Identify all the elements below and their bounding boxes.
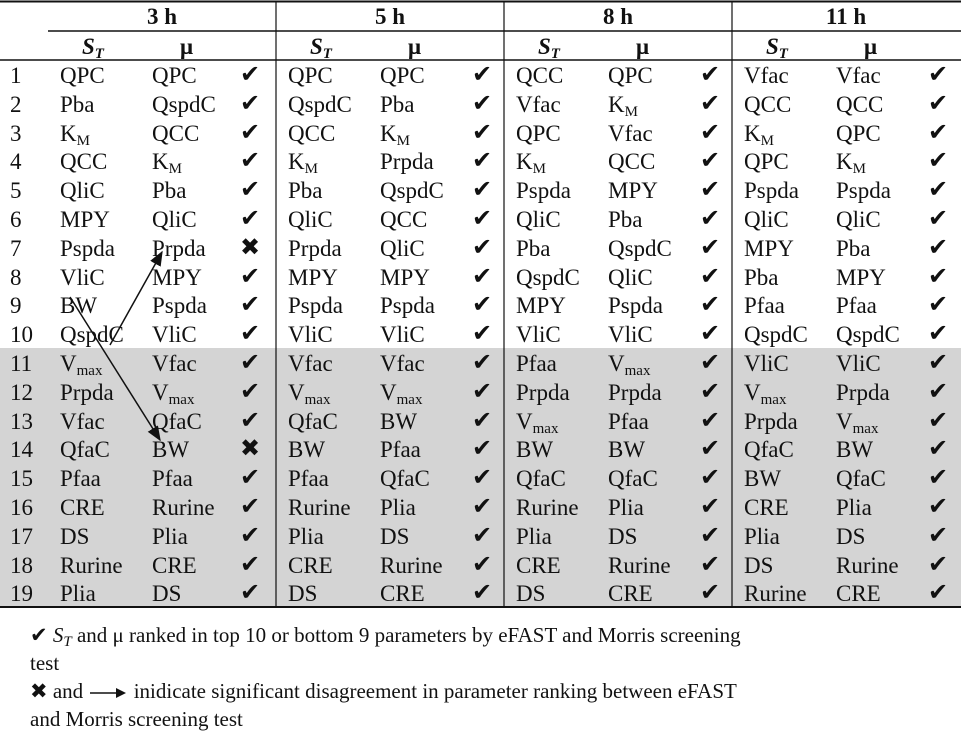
rank-number: 6: [10, 207, 22, 232]
st-parameter: QPC: [288, 63, 333, 88]
st-parameter: Rurine: [60, 552, 123, 578]
arrow-icon: [88, 686, 128, 700]
check-icon: ✔: [472, 261, 493, 290]
mu-column-header: μ: [636, 34, 650, 59]
mu-parameter: Vfac: [608, 120, 653, 146]
st-parameter: Pba: [288, 178, 323, 204]
st-symbol: S: [52, 623, 64, 647]
check-icon: ✔: [700, 549, 721, 578]
st-parameter: QfaC: [60, 437, 110, 463]
st-parameter: QfaC: [744, 437, 794, 463]
st-parameter: QPC: [60, 63, 105, 88]
rank-number: 19: [10, 581, 33, 607]
check-icon: ✔: [700, 204, 721, 232]
rank-number: 15: [10, 466, 33, 492]
check-icon: ✔: [700, 463, 721, 492]
mu-parameter: $K_M$: [152, 149, 182, 178]
mu-parameter: Pba: [380, 91, 415, 117]
mu-parameter: QCC: [836, 91, 884, 117]
st-parameter: Prpda: [60, 379, 114, 405]
check-icon: ✔: [928, 376, 949, 405]
st-parameter: QliC: [60, 178, 105, 204]
st-column-header: $S_T$: [82, 34, 104, 62]
st-parameter: Prpda: [516, 379, 570, 405]
mu-parameter: $K_M$: [608, 91, 638, 120]
check-icon: ✔: [240, 492, 261, 520]
rank-number: 5: [10, 178, 22, 204]
st-parameter: QliC: [288, 207, 333, 232]
st-parameter: CRE: [516, 552, 561, 578]
st-parameter: Pba: [516, 235, 551, 261]
check-icon: ✔: [928, 549, 949, 578]
cross-icon: ✖: [30, 679, 48, 703]
mu-parameter: MPY: [380, 264, 430, 290]
check-icon: ✔: [240, 549, 261, 578]
check-icon: ✔: [700, 261, 721, 290]
st-parameter: Plia: [60, 581, 96, 607]
mu-parameter: QPC: [152, 63, 197, 88]
st-parameter: QCC: [516, 63, 564, 88]
check-icon: ✔: [240, 319, 261, 348]
check-icon: ✔: [928, 232, 949, 261]
mu-parameter: QspdC: [608, 235, 672, 261]
check-icon: ✔: [928, 146, 949, 175]
st-column-header: $S_T$: [766, 34, 788, 62]
mu-parameter: Plia: [152, 523, 188, 549]
st-parameter: BW: [744, 466, 782, 492]
st-parameter: QliC: [516, 207, 561, 232]
mu-parameter: QCC: [380, 207, 428, 232]
check-icon: ✔: [928, 261, 949, 290]
check-icon: ✔: [700, 520, 721, 549]
check-icon: ✔: [472, 405, 493, 434]
check-icon: ✔: [700, 88, 721, 117]
footnote-cross-text-2: and Morris screening test: [30, 707, 243, 731]
mu-parameter: Prpda: [380, 149, 434, 175]
check-icon: ✔: [700, 290, 721, 319]
st-parameter: DS: [744, 552, 774, 578]
st-parameter: $V_{max}$: [744, 379, 787, 408]
mu-parameter: BW: [608, 437, 646, 463]
mu-parameter: VliC: [380, 322, 425, 348]
st-parameter: Rurine: [744, 581, 807, 607]
check-icon: ✔: [928, 463, 949, 492]
check-icon: ✔: [472, 146, 493, 175]
cross-icon: ✖: [240, 434, 261, 463]
mu-parameter: Rurine: [608, 552, 671, 578]
mu-column-header: μ: [408, 34, 422, 59]
mu-parameter: Plia: [608, 495, 644, 520]
check-icon: ✔: [240, 405, 261, 434]
st-parameter: $V_{max}$: [516, 408, 559, 437]
check-icon: ✔: [240, 261, 261, 290]
mu-parameter: QliC: [380, 235, 425, 261]
check-icon: ✔: [240, 175, 261, 204]
check-icon: ✔: [472, 434, 493, 463]
check-icon: ✔: [472, 520, 493, 549]
st-parameter: MPY: [744, 235, 794, 261]
rank-number: 1: [10, 63, 22, 88]
mu-parameter: Prpda: [608, 379, 662, 405]
mu-parameter: Pfaa: [380, 437, 421, 463]
st-parameter: Rurine: [516, 495, 579, 520]
st-parameter: Pspda: [516, 178, 571, 204]
rank-number: 2: [10, 91, 22, 117]
mu-parameter: $V_{max}$: [152, 379, 195, 408]
mu-parameter: QspdC: [836, 322, 900, 348]
mu-parameter: $K_M$: [836, 149, 866, 178]
mu-parameter: VliC: [608, 322, 653, 348]
mu-parameter: QPC: [380, 63, 425, 88]
mu-parameter: $V_{max}$: [836, 408, 879, 437]
column-group-header: 8 h: [602, 4, 634, 29]
footnote-check-text-2: test: [30, 651, 60, 675]
check-icon: ✔: [472, 492, 493, 520]
check-icon: ✔: [240, 348, 261, 376]
check-icon: ✔: [928, 117, 949, 146]
mu-parameter: MPY: [152, 264, 202, 290]
check-icon: ✔: [928, 290, 949, 319]
rank-number: 4: [10, 149, 22, 175]
check-icon: ✔: [472, 117, 493, 146]
check-icon: ✔: [928, 88, 949, 117]
mu-parameter: BW: [380, 408, 418, 434]
st-parameter: QCC: [288, 120, 336, 146]
mu-parameter: QfaC: [152, 408, 202, 434]
mu-parameter: QliC: [836, 207, 881, 232]
mu-parameter: QPC: [836, 120, 881, 146]
mu-parameter: Pba: [152, 178, 187, 204]
mu-parameter: Prpda: [836, 379, 890, 405]
mu-parameter: BW: [836, 437, 874, 463]
st-parameter: Pfaa: [60, 466, 101, 492]
check-icon: ✔: [928, 405, 949, 434]
check-icon: ✔: [240, 520, 261, 549]
st-parameter: CRE: [288, 552, 333, 578]
mu-parameter: Rurine: [152, 495, 215, 520]
check-icon: ✔: [700, 146, 721, 175]
st-parameter: Pba: [744, 264, 779, 290]
st-parameter: MPY: [60, 207, 110, 232]
mu-parameter: QspdC: [380, 178, 444, 204]
st-column-header: $S_T$: [310, 34, 332, 62]
check-icon: ✔: [240, 88, 261, 117]
st-parameter: Pspda: [744, 178, 799, 204]
mu-parameter: Prpda: [152, 235, 206, 261]
st-parameter: QCC: [744, 91, 792, 117]
mu-parameter: Pfaa: [608, 408, 649, 434]
mu-parameter: VliC: [836, 351, 881, 376]
check-icon: ✔: [700, 492, 721, 520]
column-group-header: 5 h: [374, 4, 406, 29]
rank-number: 14: [10, 437, 33, 463]
check-icon: ✔: [928, 60, 949, 88]
check-icon: ✔: [240, 204, 261, 232]
rank-number: 16: [10, 495, 33, 520]
rank-number: 8: [10, 264, 22, 290]
st-parameter: VliC: [744, 351, 789, 376]
check-icon: ✔: [240, 146, 261, 175]
st-parameter: QspdC: [288, 91, 352, 117]
mu-parameter: DS: [152, 581, 182, 607]
st-parameter: Pspda: [60, 235, 115, 261]
check-icon: ✔: [472, 319, 493, 348]
check-icon: ✔: [472, 60, 493, 88]
mu-parameter: Plia: [380, 495, 416, 520]
check-icon: ✔: [700, 348, 721, 376]
mu-parameter: QCC: [152, 120, 200, 146]
st-parameter: $K_M$: [744, 120, 774, 149]
mu-parameter: Pba: [836, 235, 871, 261]
st-parameter: BW: [288, 437, 326, 463]
st-parameter: $K_M$: [288, 149, 318, 178]
check-icon: ✔: [472, 463, 493, 492]
st-parameter: Pspda: [288, 293, 343, 319]
check-icon: ✔: [472, 578, 493, 607]
rank-number: 18: [10, 552, 33, 578]
rank-number: 12: [10, 379, 33, 405]
mu-parameter: Vfac: [380, 351, 425, 376]
st-parameter: Vfac: [288, 351, 333, 376]
mu-parameter: QspdC: [152, 91, 216, 117]
check-icon: ✔: [472, 175, 493, 204]
mu-parameter: CRE: [152, 552, 197, 578]
mu-column-header: μ: [180, 34, 194, 59]
st-parameter: QspdC: [516, 264, 580, 290]
check-icon: ✔: [928, 492, 949, 520]
st-parameter: QspdC: [60, 322, 124, 348]
mu-parameter: QCC: [608, 149, 656, 175]
rank-number: 7: [10, 235, 22, 261]
mu-column-header: μ: [864, 34, 878, 59]
rank-number: 10: [10, 322, 33, 348]
mu-parameter: Rurine: [380, 552, 443, 578]
check-icon: ✔: [240, 290, 261, 319]
st-parameter: $K_M$: [516, 149, 546, 178]
check-icon: ✔: [240, 60, 261, 88]
check-icon: ✔: [700, 319, 721, 348]
mu-parameter: $V_{max}$: [608, 351, 651, 379]
st-parameter: QfaC: [288, 408, 338, 434]
rank-number: 17: [10, 523, 33, 549]
st-parameter: MPY: [516, 293, 566, 319]
st-parameter: DS: [60, 523, 90, 549]
footnote-cross: ✖ and inidicate significant disagreement in parameter ranking between eFAST and Morris screening test: [30, 679, 737, 731]
footnote-check-text: and μ ranked in top 10 or bottom 9 parameters by eFAST and Morris screening: [71, 623, 741, 647]
st-parameter: Prpda: [744, 408, 798, 434]
st-parameter: $K_M$: [60, 120, 90, 149]
st-parameter: QCC: [60, 149, 108, 175]
mu-parameter: MPY: [836, 264, 886, 290]
check-icon: ✔: [240, 376, 261, 405]
check-icon: ✔: [472, 88, 493, 117]
st-parameter: QPC: [744, 149, 789, 175]
st-parameter: Vfac: [744, 63, 789, 88]
mu-parameter: DS: [836, 523, 866, 549]
st-parameter: BW: [60, 293, 98, 319]
st-parameter: CRE: [60, 495, 105, 520]
check-icon: ✔: [928, 520, 949, 549]
column-group-header: 11 h: [825, 4, 867, 29]
mu-parameter: CRE: [608, 581, 653, 607]
check-icon: ✔: [700, 376, 721, 405]
mu-parameter: $K_M$: [380, 120, 410, 149]
mu-parameter: DS: [380, 523, 410, 549]
check-icon: ✔: [700, 578, 721, 607]
mu-parameter: BW: [152, 437, 190, 463]
check-icon: ✔: [472, 549, 493, 578]
mu-parameter: QliC: [152, 207, 197, 232]
st-parameter: Plia: [516, 523, 552, 549]
st-parameter: $V_{max}$: [60, 351, 103, 379]
mu-parameter: Pfaa: [836, 293, 877, 319]
check-icon: ✔: [928, 319, 949, 348]
st-parameter: Plia: [744, 523, 780, 549]
check-icon: ✔: [928, 578, 949, 607]
st-parameter: VliC: [60, 264, 105, 290]
check-icon: ✔: [240, 463, 261, 492]
st-parameter: BW: [516, 437, 554, 463]
check-icon: ✔: [700, 117, 721, 146]
check-icon: ✔: [700, 434, 721, 463]
st-parameter: Plia: [288, 523, 324, 549]
check-icon: ✔: [928, 204, 949, 232]
check-icon: ✔: [472, 232, 493, 261]
st-column-header: $S_T$: [538, 34, 560, 62]
mu-parameter: Pba: [608, 207, 643, 232]
mu-parameter: QfaC: [380, 466, 430, 492]
mu-parameter: CRE: [380, 581, 425, 607]
mu-parameter: Pspda: [836, 178, 891, 204]
mu-parameter: QfaC: [608, 466, 658, 492]
st-parameter: CRE: [744, 495, 789, 520]
check-icon: ✔: [30, 623, 48, 647]
check-icon: ✔: [472, 204, 493, 232]
st-parameter: DS: [516, 581, 546, 607]
cross-icon: ✖: [240, 232, 261, 261]
mu-parameter: Vfac: [152, 351, 197, 376]
st-parameter: QspdC: [744, 322, 808, 348]
footnote-check: ✔ $S_T$ and μ ranked in top 10 or bottom 9 parameters by eFAST and Morris screening test: [30, 623, 741, 675]
st-parameter: Pfaa: [516, 351, 557, 376]
check-icon: ✔: [700, 232, 721, 261]
check-icon: ✔: [472, 290, 493, 319]
mu-parameter: CRE: [836, 581, 881, 607]
mu-parameter: QliC: [608, 264, 653, 290]
mu-parameter: DS: [608, 523, 638, 549]
check-icon: ✔: [928, 348, 949, 376]
check-icon: ✔: [700, 60, 721, 88]
st-parameter: VliC: [288, 322, 333, 348]
rank-number: 13: [10, 408, 33, 434]
mu-parameter: Rurine: [836, 552, 899, 578]
st-parameter: DS: [288, 581, 318, 607]
rank-number: 9: [10, 293, 22, 319]
check-icon: ✔: [240, 578, 261, 607]
mu-parameter: QPC: [608, 63, 653, 88]
check-icon: ✔: [240, 117, 261, 146]
mu-parameter: Plia: [836, 495, 872, 520]
st-parameter: MPY: [288, 264, 338, 290]
check-icon: ✔: [472, 376, 493, 405]
rank-number: 3: [10, 120, 22, 146]
st-parameter: Pfaa: [744, 293, 785, 319]
st-parameter: Vfac: [516, 91, 561, 117]
mu-parameter: $V_{max}$: [380, 379, 423, 408]
st-parameter: Prpda: [288, 235, 342, 261]
mu-parameter: QfaC: [836, 466, 886, 492]
mu-parameter: Pspda: [380, 293, 435, 319]
st-parameter: Vfac: [60, 408, 105, 434]
st-parameter: Pfaa: [288, 466, 329, 492]
mu-parameter: Pspda: [152, 293, 207, 319]
mu-parameter: Pspda: [608, 293, 663, 319]
check-icon: ✔: [700, 175, 721, 204]
mu-parameter: Vfac: [836, 63, 881, 88]
mu-parameter: MPY: [608, 178, 658, 204]
st-parameter: Rurine: [288, 495, 351, 520]
st-parameter: QfaC: [516, 466, 566, 492]
st-parameter: Pba: [60, 91, 95, 117]
st-parameter: QliC: [744, 207, 789, 232]
column-group-header: 3 h: [146, 4, 178, 29]
check-icon: ✔: [472, 348, 493, 376]
st-parameter: $V_{max}$: [288, 379, 331, 408]
mu-parameter: VliC: [152, 322, 197, 348]
mu-parameter: Pfaa: [152, 466, 193, 492]
check-icon: ✔: [928, 175, 949, 204]
st-parameter: QPC: [516, 120, 561, 146]
footnote-cross-text: inidicate significant disagreement in parameter ranking between eFAST: [128, 679, 737, 703]
check-icon: ✔: [700, 405, 721, 434]
st-parameter: VliC: [516, 322, 561, 348]
check-icon: ✔: [928, 434, 949, 463]
rank-number: 11: [10, 351, 33, 376]
